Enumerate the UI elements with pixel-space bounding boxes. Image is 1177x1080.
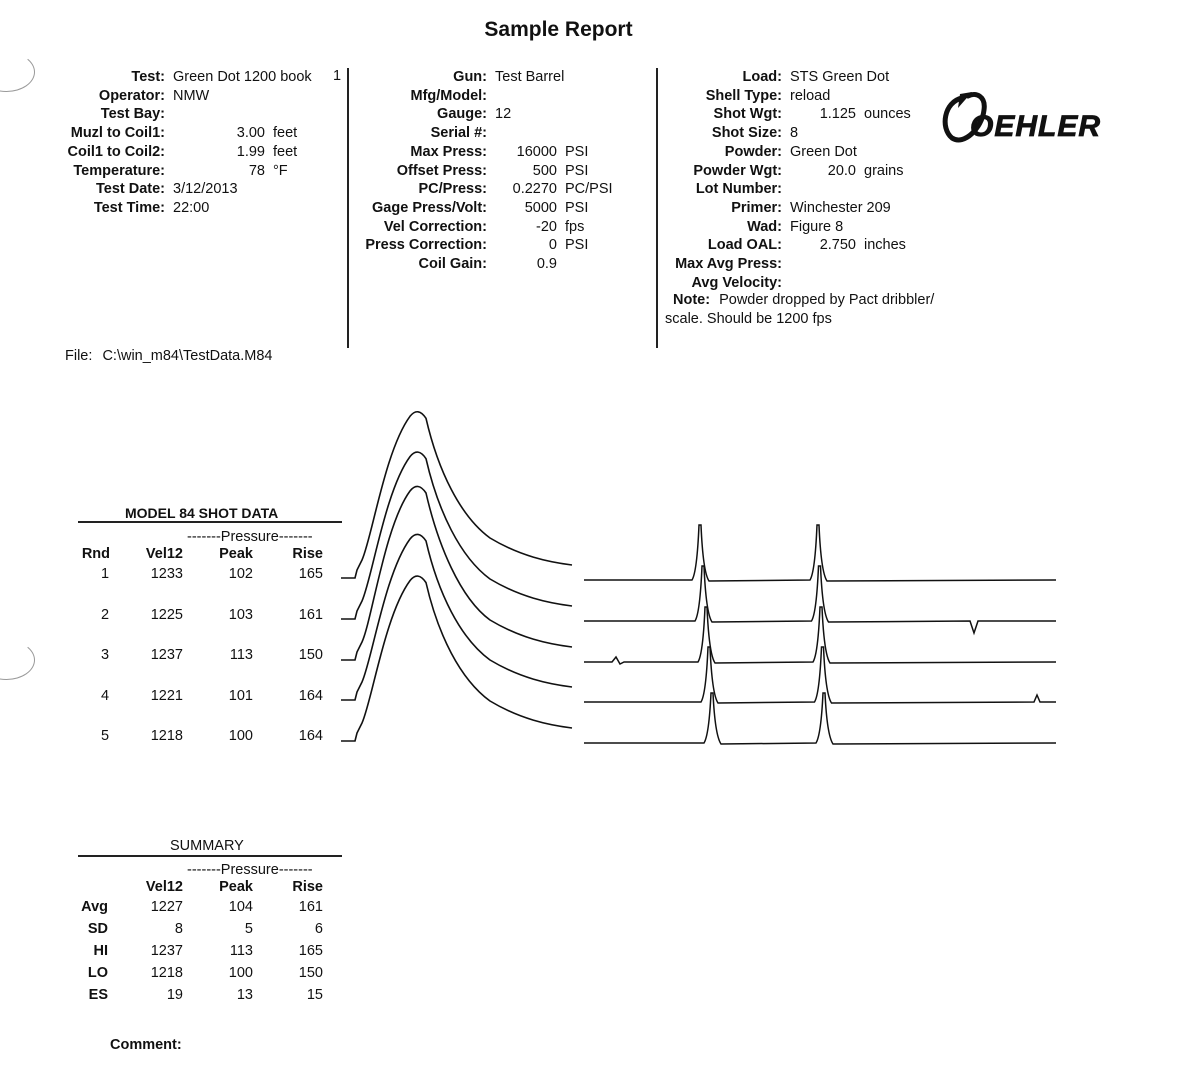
summary-col-header: Vel12: [145, 879, 183, 895]
summary-cell: SD: [87, 921, 108, 937]
shot-cell: 150: [298, 647, 323, 664]
shot-cell: 3: [100, 647, 110, 664]
load-info-label: Shell Type:: [705, 87, 782, 104]
gun-info-label: PC/Press:: [418, 181, 487, 198]
test-info-unit: °F: [273, 162, 288, 179]
test-info-unit: feet: [273, 143, 298, 160]
shot-cell: 164: [298, 687, 323, 704]
note-label: Note:: [673, 292, 711, 308]
gun-info-value: -20: [536, 218, 557, 235]
summary-cell: 100: [228, 965, 253, 981]
gun-info-label: Offset Press:: [396, 162, 487, 179]
shot-cell: 1237: [150, 647, 183, 664]
summary-col-header: Rise: [292, 879, 323, 895]
load-info-value: reload: [790, 87, 831, 104]
load-info-label: Powder:: [724, 143, 782, 160]
load-info-label: Lot Number:: [695, 181, 782, 198]
test-info-label: Operator:: [98, 87, 165, 104]
shot-table-title: MODEL 84 SHOT DATA: [125, 505, 279, 521]
load-info-label: Shot Size:: [711, 125, 782, 142]
test-info-value: 1.99: [236, 143, 265, 160]
gun-info-value: 0: [548, 237, 557, 254]
load-info-label: Avg Velocity:: [691, 274, 782, 291]
test-info-value: NMW: [173, 87, 210, 104]
load-info-label: Powder Wgt:: [693, 162, 782, 179]
load-info-unit: grains: [864, 162, 904, 179]
comment-label: Comment:: [110, 1037, 182, 1053]
shot-col-header: Vel12: [145, 546, 183, 562]
summary-group-header: -------Pressure-------: [187, 862, 313, 878]
shot-col-header: Rnd: [81, 546, 110, 562]
summary-cell: Avg: [81, 899, 108, 915]
summary-cell: HI: [93, 943, 108, 959]
gun-info-value: Test Barrel: [495, 69, 565, 85]
summary-cell: 13: [236, 987, 253, 1003]
test-info-value: 3.00: [236, 125, 265, 142]
note-text-1: Powder dropped by Pact dribbler/: [719, 292, 935, 308]
shot-col-header: Peak: [219, 546, 253, 562]
shot-cell: 5: [100, 728, 110, 745]
shot-cell: 103: [228, 606, 253, 623]
summary-cell: 1227: [150, 899, 183, 915]
gun-info-label: Mfg/Model:: [410, 87, 487, 104]
velocity-coil-trace: [584, 566, 1056, 633]
load-info-label: Load OAL:: [707, 237, 782, 254]
load-info-value: STS Green Dot: [790, 69, 890, 85]
shot-cell: 1225: [150, 606, 183, 623]
report-title: Sample Report: [484, 18, 633, 41]
velocity-coil-trace: [584, 693, 1056, 744]
summary-cell: 165: [298, 943, 323, 959]
summary-cell: 6: [314, 921, 323, 937]
velocity-coil-trace: [584, 607, 1056, 664]
summary-cell: 1218: [150, 965, 183, 981]
shot-cell: 2: [100, 606, 110, 623]
shot-col-header: Rise: [292, 546, 323, 562]
shot-cell: 165: [298, 566, 323, 582]
test-info-label: Test Date:: [95, 181, 165, 198]
test-info-value: 78: [248, 162, 265, 179]
load-info-value: Green Dot: [790, 143, 857, 160]
shot-cell: 102: [228, 566, 253, 582]
summary-title: SUMMARY: [170, 838, 244, 854]
load-info-label: Shot Wgt:: [713, 106, 782, 123]
test-info-label: Coil1 to Coil2:: [67, 143, 165, 160]
summary-cell: 113: [229, 943, 253, 959]
page-number: 1: [333, 68, 342, 84]
load-info-value: Winchester 209: [790, 199, 891, 216]
gun-info-unit: PSI: [565, 143, 589, 160]
load-info-value: 2.750: [819, 237, 856, 254]
summary-cell: ES: [88, 987, 108, 1003]
load-info-unit: ounces: [864, 106, 911, 123]
gun-info-unit: PSI: [565, 199, 589, 216]
test-info-label: Temperature:: [73, 162, 165, 179]
gun-info-unit: fps: [565, 218, 585, 235]
test-info-value: 22:00: [173, 199, 210, 216]
summary-cell: 5: [244, 921, 253, 937]
load-info-label: Load:: [742, 69, 782, 85]
file-value: C:\win_m84\TestData.M84: [102, 348, 273, 364]
gun-info-value: 500: [532, 162, 557, 179]
load-info-label: Max Avg Press:: [675, 256, 782, 272]
load-info-label: Wad:: [747, 218, 782, 235]
load-info-value: 8: [790, 125, 799, 142]
shot-cell: 101: [228, 687, 253, 704]
gun-info-unit: PSI: [565, 237, 589, 254]
summary-cell: 8: [174, 921, 183, 937]
load-info-unit: inches: [864, 237, 906, 254]
shot-cell: 1218: [150, 728, 183, 745]
shot-table-group-header: -------Pressure-------: [187, 529, 313, 545]
gun-info-value: 5000: [524, 199, 557, 216]
summary-cell: 104: [228, 899, 253, 915]
gun-info-label: Serial #:: [430, 125, 487, 142]
gun-info-value: 16000: [516, 143, 557, 160]
pressure-trace: [341, 576, 572, 741]
gun-info-value: 0.2270: [512, 181, 557, 198]
load-info-value: Figure 8: [790, 218, 844, 235]
load-info-value: 1.125: [819, 106, 856, 123]
shot-cell: 1233: [150, 566, 183, 582]
summary-cell: 19: [166, 987, 183, 1003]
shot-cell: 1: [100, 566, 110, 582]
summary-cell: 150: [298, 965, 323, 981]
velocity-coil-trace: [584, 525, 1056, 581]
summary-cell: LO: [87, 965, 108, 981]
gun-info-label: Press Correction:: [365, 237, 487, 254]
test-info-label: Test Bay:: [100, 106, 165, 123]
shot-cell: 113: [229, 647, 253, 664]
logo-text: OEHLER: [970, 110, 1102, 143]
velocity-coil-trace: [584, 647, 1056, 703]
test-info-value: Green Dot 1200 book: [173, 69, 312, 85]
gun-info-label: Vel Correction:: [383, 218, 487, 235]
load-info-value: 20.0: [827, 162, 856, 179]
test-info-value: 3/12/2013: [173, 181, 238, 198]
shot-cell: 1221: [150, 687, 183, 704]
shot-cell: 161: [298, 606, 323, 623]
gun-info-label: Max Press:: [410, 143, 487, 160]
gun-info-label: Gun:: [453, 69, 487, 85]
test-info-label: Muzl to Coil1:: [70, 125, 165, 142]
test-info-unit: feet: [273, 125, 298, 142]
shot-cell: 4: [100, 687, 110, 704]
gun-info-label: Gauge:: [437, 106, 487, 123]
gun-info-value: 12: [495, 106, 512, 123]
file-label: File:: [65, 348, 93, 364]
summary-cell: 161: [298, 899, 323, 915]
summary-cell: 15: [306, 987, 323, 1003]
gun-info-unit: PC/PSI: [565, 181, 613, 198]
summary-rule: [78, 855, 342, 857]
note-line-2: scale. Should be 1200 fps: [665, 311, 832, 327]
test-info-label: Test Time:: [93, 199, 165, 216]
gun-info-label: Coil Gain:: [418, 256, 487, 272]
shot-cell: 100: [228, 728, 253, 745]
load-info-label: Primer:: [731, 199, 782, 216]
gun-info-label: Gage Press/Volt:: [372, 199, 487, 216]
summary-col-header: Peak: [219, 879, 253, 895]
gun-info-unit: PSI: [565, 162, 589, 179]
summary-cell: 1237: [150, 943, 183, 959]
shot-cell: 164: [298, 728, 323, 745]
test-info-label: Test:: [131, 69, 165, 85]
gun-info-value: 0.9: [536, 256, 557, 272]
